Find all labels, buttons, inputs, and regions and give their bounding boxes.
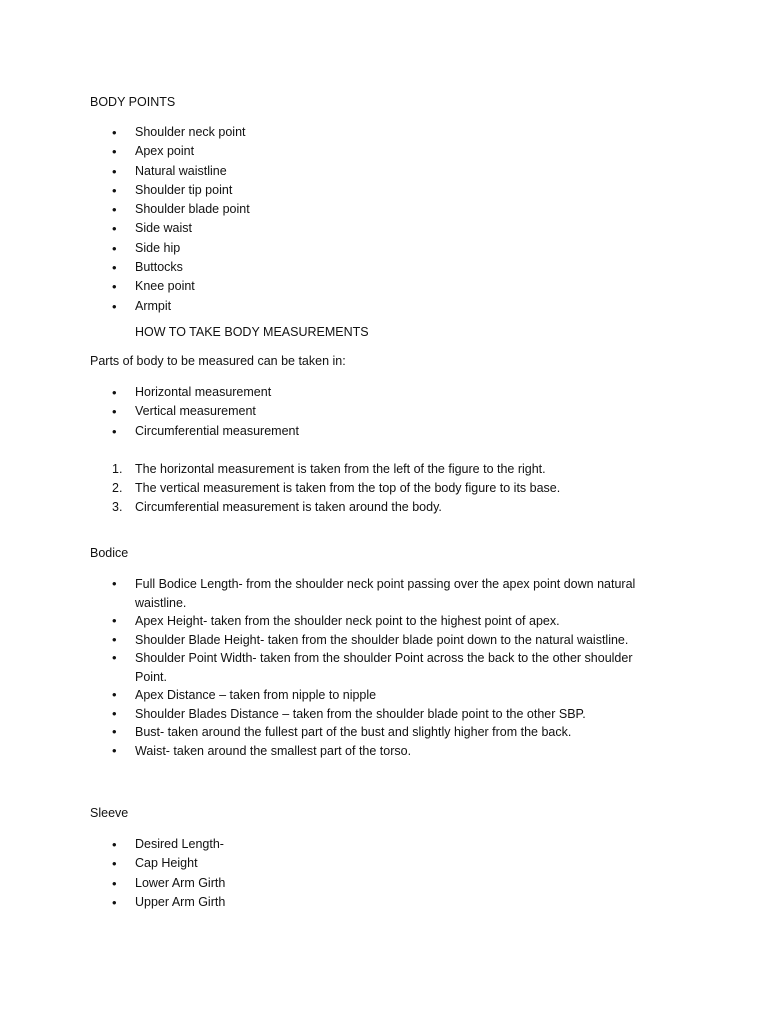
- sleeve-list: [90, 835, 225, 912]
- list-item: • Full Bodice Length- from the shoulder neck point passing over the apex point down natural waistline.: [112, 576, 636, 610]
- bullet-icon: •: [112, 385, 117, 400]
- sleeve-heading: Sleeve: [90, 806, 129, 820]
- bullet-icon: •: [112, 221, 117, 237]
- bullet-icon: •: [112, 260, 117, 276]
- bullet-icon: •: [112, 404, 117, 420]
- bullet-icon: •: [112, 875, 117, 891]
- bullet-icon: •: [112, 202, 117, 218]
- list-item: • Horizontal measurement: [90, 383, 299, 402]
- list-item: • Side hip: [90, 239, 250, 258]
- bullet-icon: •: [112, 650, 117, 665]
- bullet-icon: •: [112, 298, 117, 314]
- bullet-icon: •: [112, 705, 117, 721]
- list-item: • Shoulder Blade Height- taken from the shoulder blade point down to the natural waistline.: [90, 631, 655, 650]
- measurements-heading: HOW TO TAKE BODY MEASUREMENTS: [135, 325, 369, 339]
- bullet-icon: •: [112, 125, 117, 140]
- list-item: • Side waist: [90, 219, 250, 238]
- list-item: 1. The horizontal measurement is taken from the left of the figure to the right.: [112, 462, 546, 476]
- list-item: • Upper Arm Girth: [90, 893, 225, 912]
- bullet-icon: •: [112, 631, 117, 647]
- list-item: • Apex point: [90, 142, 250, 161]
- bullet-icon: •: [112, 423, 117, 439]
- list-item: • Bust- taken around the fullest part of the bust and slightly higher from the back.: [90, 723, 655, 742]
- measurement-numbered-list: [90, 460, 560, 517]
- list-item: • Natural waistline: [90, 162, 250, 181]
- bullet-icon: •: [112, 279, 117, 295]
- bullet-icon: •: [112, 687, 117, 702]
- body-points-list: [90, 123, 250, 316]
- bullet-icon: •: [112, 163, 117, 179]
- list-item: • Knee point: [90, 277, 250, 296]
- list-item: • Apex Distance – taken from nipple to nipple: [90, 686, 655, 705]
- list-item: • Cap Height: [90, 854, 225, 873]
- list-item: • Armpit: [90, 297, 250, 316]
- bullet-icon: •: [112, 576, 117, 591]
- list-item: • Shoulder Blades Distance – taken from the shoulder blade point to the other SBP.: [90, 705, 655, 724]
- list-item: • Circumferential measurement: [90, 422, 299, 441]
- bullet-icon: •: [112, 856, 117, 872]
- bullet-icon: •: [112, 182, 117, 198]
- measurements-intro: Parts of body to be measured can be taken in:: [90, 354, 346, 368]
- list-item: • Waist- taken around the smallest part of the torso.: [90, 742, 655, 761]
- bodice-heading: Bodice: [90, 546, 129, 560]
- list-item: 3. Circumferential measurement is taken around the body.: [112, 500, 442, 514]
- bullet-icon: •: [112, 240, 117, 256]
- list-item: 2. The vertical measurement is taken from the top of the body figure to its base.: [112, 481, 561, 495]
- list-item: • Apex Height- taken from the shoulder neck point to the highest point of apex.: [90, 612, 655, 631]
- list-item: • Shoulder neck point: [90, 123, 250, 142]
- list-item: • Lower Arm Girth: [90, 874, 225, 893]
- list-item: • Buttocks: [90, 258, 250, 277]
- bullet-icon: •: [112, 144, 117, 160]
- bullet-icon: •: [112, 724, 117, 739]
- list-item: • Vertical measurement: [90, 402, 299, 421]
- list-item: • Shoulder Point Width- taken from the shoulder Point across the back to the other shoulder Point.: [112, 650, 633, 684]
- body-points-heading: BODY POINTS: [90, 95, 176, 109]
- bullet-icon: •: [112, 894, 117, 910]
- list-item: • Shoulder tip point: [90, 181, 250, 200]
- bullet-icon: •: [112, 742, 117, 758]
- list-item: • Desired Length-: [90, 835, 225, 854]
- list-item: • Shoulder blade point: [90, 200, 250, 219]
- bullet-icon: •: [112, 837, 117, 852]
- bodice-list: [90, 575, 655, 760]
- measurement-types-list: [90, 383, 299, 441]
- bullet-icon: •: [112, 613, 117, 628]
